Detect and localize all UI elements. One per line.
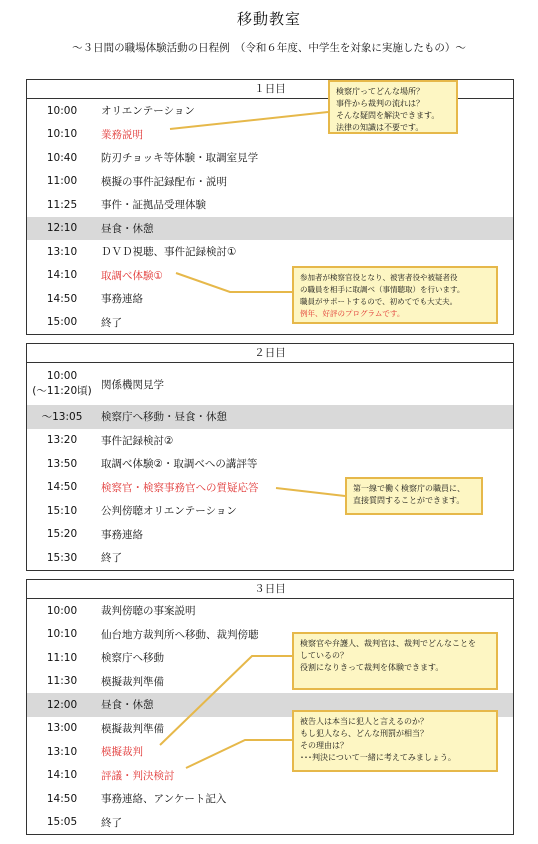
row-time: 10:00 [46, 604, 78, 617]
row-activity: 模擬の事件記録配布・説明 [101, 175, 227, 188]
schedule-row [27, 363, 513, 405]
row-activity: 検察庁へ移動・昼食・休憩 [101, 411, 227, 424]
row-time-start: 10:00 [46, 370, 78, 382]
row-time: 10:10 [46, 628, 78, 641]
row-activity: 模擬裁判 [101, 746, 143, 759]
row-activity: 業務説明 [101, 128, 143, 141]
callout-note-deliberation [292, 710, 498, 772]
note-line: その理由は？ [300, 741, 348, 750]
row-activity: 事件・証拠品受理体験 [101, 199, 206, 212]
row-time: 10:00 [46, 104, 78, 117]
row-activity: オリエンテーション [101, 105, 195, 118]
row-time: 11:30 [46, 675, 78, 688]
day3-schedule [26, 579, 514, 835]
note-line: 職員がサポートするので、初めてでも大丈夫。 [300, 297, 458, 306]
day3-header: ３日目 [27, 580, 513, 599]
schedule-row [27, 811, 513, 835]
row-activity: 模擬裁判準備 [101, 722, 164, 735]
row-activity: 事務連絡 [101, 528, 143, 541]
note-line: もし犯人なら、どんな刑罰が相当？ [300, 729, 428, 738]
row-time: 11:25 [46, 198, 78, 211]
row-time: 14:10 [46, 769, 78, 782]
row-activity: 裁判傍聴の事案説明 [101, 605, 196, 618]
row-time: ～13:05 [41, 411, 83, 424]
note-line: 第一線で働く検察庁の職員に、 [353, 484, 465, 493]
row-activity: 事件記録検討② [101, 434, 174, 447]
schedule-row [27, 787, 513, 811]
schedule-row [27, 452, 513, 476]
row-time [27, 369, 97, 399]
day1-header: １日目 [27, 80, 513, 99]
callout-note-qa [345, 477, 483, 515]
row-activity: 終了 [101, 316, 122, 329]
note-line: 役割になりきって裁判を体験できます。 [300, 663, 444, 672]
callout-note-business [328, 80, 458, 134]
row-time: 11:10 [46, 651, 78, 664]
row-activity: ＤＶＤ視聴、事件記録検討① [101, 246, 237, 259]
row-activity: 事務連絡、アンケート記入 [101, 793, 227, 806]
schedule-row [27, 170, 513, 194]
row-activity: 昼食・休憩 [101, 699, 154, 712]
row-activity: 取調べ体験① [101, 269, 163, 282]
row-activity: 昼食・休憩 [101, 222, 154, 235]
schedule-row [27, 546, 513, 570]
note-line: 直接質問することができます。 [353, 496, 465, 505]
schedule-row [27, 429, 513, 453]
row-time: 13:10 [46, 745, 78, 758]
row-time: 14:50 [46, 481, 78, 494]
row-activity: 防刃チョッキ等体験・取調室見学 [101, 152, 259, 165]
schedule-row [27, 193, 513, 217]
row-time-end: (～11:20頃) [32, 385, 92, 397]
schedule-row [27, 240, 513, 264]
note-line: 法律の知識は不要です。 [336, 123, 424, 132]
row-activity: 終了 [101, 816, 122, 829]
schedule-row [27, 146, 513, 170]
row-activity: 仙台地方裁判所へ移動、裁判傍聴 [101, 628, 259, 641]
note-line: 被告人は本当に犯人と言えるのか？ [300, 717, 428, 726]
row-time: 12:10 [46, 222, 78, 235]
row-time: 15:10 [46, 504, 78, 517]
note-line: 参加者が検察官役となり、被害者役や被疑者役 [300, 273, 458, 282]
row-activity: 検察官・検察事務官への質疑応答 [101, 481, 259, 494]
row-time: 13:50 [46, 457, 78, 470]
row-time: 13:10 [46, 245, 78, 258]
note-line: そんな疑問を解決できます。 [336, 111, 440, 120]
row-time: 15:30 [46, 551, 78, 564]
row-time: 10:10 [46, 128, 78, 141]
note-line: 例年、好評のプログラムです。 [300, 309, 405, 318]
page-title: 移動教室 [236, 10, 301, 28]
schedule-row [27, 523, 513, 547]
note-line: 事件から裁判の流れは？ [336, 99, 424, 108]
note-line: 検察官や弁護人、裁判官は、裁判でどんなことを [300, 639, 476, 648]
schedule-row [27, 599, 513, 623]
row-time: 13:00 [46, 722, 78, 735]
row-activity: 公判傍聴オリエンテーション [101, 505, 237, 518]
day2-schedule [26, 343, 514, 571]
row-time: 14:50 [46, 292, 78, 305]
callout-note-interrogation [292, 266, 498, 324]
row-time: 14:10 [46, 269, 78, 282]
row-time: 10:40 [46, 151, 78, 164]
row-time: 15:20 [46, 528, 78, 541]
page-subtitle: ～３日間の職場体験活動の日程例 （令和６年度、中学生を対象に実施したもの）～ [72, 42, 466, 54]
row-activity: 検察庁へ移動 [101, 652, 164, 665]
note-line: の職員を相手に取調べ（事情聴取）を行います。 [300, 285, 465, 294]
note-line: ･･･判決について一緒に考えてみましょう。 [300, 753, 456, 762]
note-line: しているの？ [300, 651, 348, 660]
row-activity: 模擬裁判準備 [101, 675, 164, 688]
day2-header: ２日目 [27, 344, 513, 363]
row-time: 14:50 [46, 792, 78, 805]
row-time: 13:20 [46, 434, 78, 447]
row-activity: 取調べ体験②・取調べへの講評等 [101, 458, 258, 471]
row-activity: 関係機関見学 [101, 378, 164, 391]
note-line: 検察庁ってどんな場所？ [336, 87, 424, 96]
callout-note-mock-trial [292, 632, 498, 690]
row-time: 11:00 [46, 175, 78, 188]
row-activity: 評議・判決検討 [101, 769, 175, 782]
row-time: 15:00 [46, 316, 78, 329]
schedule-row [27, 217, 513, 241]
row-time: 15:05 [46, 816, 78, 829]
row-activity: 事務連絡 [101, 293, 143, 306]
row-time: 12:00 [46, 698, 78, 711]
schedule-row [27, 405, 513, 429]
row-activity: 終了 [101, 552, 122, 565]
